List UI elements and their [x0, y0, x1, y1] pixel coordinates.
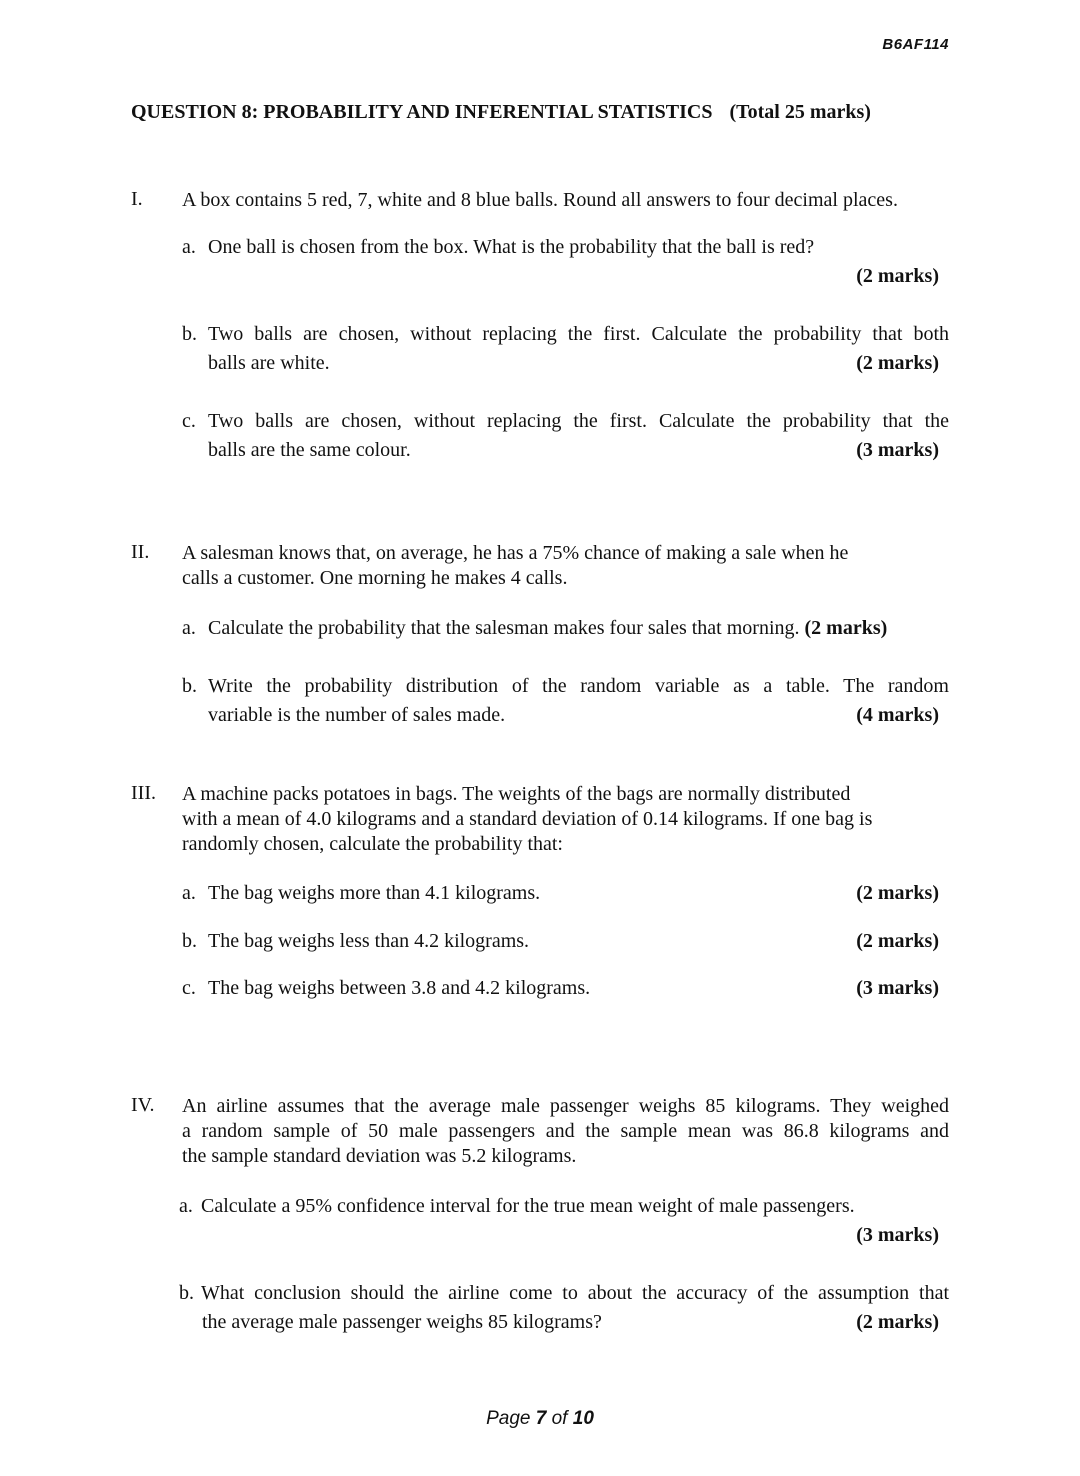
stem-line-2: a random sample of 50 male passengers and the sample mean was 86.8 kilograms and: [182, 1120, 949, 1142]
section-numeral-iv: IV.: [131, 1094, 155, 1116]
part-text: One ball is chosen from the box. What is the probability that the ball is red?: [208, 236, 815, 258]
section-iv-stem: [182, 1094, 949, 1169]
section-i-part-c: [182, 407, 949, 465]
stem-line-3: randomly chosen, calculate the probability that:: [182, 833, 563, 855]
part-text: The bag weighs less than 4.2 kilograms.: [208, 930, 530, 952]
section-ii-part-b: [182, 672, 949, 730]
section-iv-part-b: [179, 1279, 949, 1337]
part-text-line1: Write the probability distribution of the random variable as a table. The random: [208, 675, 949, 697]
stem-line-1: A machine packs potatoes in bags. The weights of the bags are normally distributed: [182, 783, 851, 805]
part-marks: (2 marks): [856, 352, 939, 374]
section-i-part-b: [182, 320, 949, 378]
part-text: Calculate a 95% confidence interval for the true mean weight of male passengers.: [201, 1195, 855, 1217]
part-marks: (3 marks): [856, 977, 939, 999]
part-label: a.: [182, 882, 196, 904]
section-ii-stem: [182, 541, 949, 591]
section-i-part-a: [182, 233, 949, 291]
section-numeral-i: I.: [131, 188, 143, 210]
section-iv-part-a: [179, 1192, 949, 1250]
section-ii-part-a: [182, 614, 949, 643]
question-heading: QUESTION 8: PROBABILITY AND INFERENTIAL STATISTICS: [131, 101, 713, 123]
stem-line-1: A salesman knows that, on average, he has a 75% chance of making a sale when he: [182, 542, 849, 564]
part-marks: (2 marks): [856, 882, 939, 904]
part-marks: (2 marks): [856, 930, 939, 952]
part-label: a.: [179, 1195, 193, 1217]
part-text: The bag weighs more than 4.1 kilograms.: [208, 882, 541, 904]
page-number: 7: [535, 1408, 547, 1429]
part-label: a.: [182, 236, 196, 258]
part-label: c.: [182, 410, 196, 432]
part-label: a.: [182, 617, 196, 639]
part-marks: (2 marks): [804, 617, 888, 639]
part-marks: (2 marks): [856, 265, 939, 287]
section-numeral-ii: II.: [131, 541, 150, 563]
part-text-line2: variable is the number of sales made.: [208, 704, 506, 726]
stem-line-3: the sample standard deviation was 5.2 kilograms.: [182, 1145, 577, 1167]
stem-line-1: An airline assumes that the average male passenger weighs 85 kilograms. They weighed: [182, 1095, 949, 1117]
page-footer: [0, 1408, 1080, 1430]
page-total: 10: [572, 1408, 594, 1429]
stem-line-2: calls a customer. One morning he makes 4 calls.: [182, 567, 568, 589]
part-label: c.: [182, 977, 196, 999]
section-iii-part-b: [182, 927, 949, 956]
part-text: Calculate the probability that the salesman makes four sales that morning.: [208, 617, 800, 639]
question-title: [131, 101, 943, 124]
section-iii-part-a: [182, 879, 949, 908]
part-marks: (3 marks): [856, 439, 939, 461]
part-label: b.: [182, 675, 197, 697]
page-word: Page: [486, 1408, 531, 1429]
part-marks: (4 marks): [856, 704, 939, 726]
section-numeral-iii: III.: [131, 782, 156, 804]
section-i-stem: A box contains 5 red, 7, white and 8 blue balls. Round all answers to four decimal places.: [182, 189, 898, 211]
part-label: b.: [182, 323, 197, 345]
part-marks: (2 marks): [856, 1311, 939, 1333]
question-total-marks: (Total 25 marks): [729, 101, 871, 123]
part-text-line2: the average male passenger weighs 85 kilograms?: [202, 1311, 602, 1333]
section-iii-stem: [182, 782, 949, 857]
document-code: B6AF114: [882, 36, 949, 53]
section-iii-part-c: [182, 974, 949, 1003]
part-marks: (3 marks): [856, 1224, 939, 1246]
part-text-line1: What conclusion should the airline come to about the accuracy of the assumption that: [201, 1282, 949, 1304]
part-text-line2: balls are the same colour.: [208, 439, 411, 461]
part-text-line1: Two balls are chosen, without replacing the first. Calculate the probability that both: [208, 323, 949, 345]
stem-line-2: with a mean of 4.0 kilograms and a standard deviation of 0.14 kilograms. If one bag is: [182, 808, 873, 830]
of-word: of: [551, 1408, 568, 1429]
part-text: The bag weighs between 3.8 and 4.2 kilograms.: [208, 977, 591, 999]
part-text-line2: balls are white.: [208, 352, 330, 374]
part-label: b.: [179, 1282, 194, 1304]
part-text-line1: Two balls are chosen, without replacing the first. Calculate the probability that the: [208, 410, 949, 432]
part-label: b.: [182, 930, 197, 952]
